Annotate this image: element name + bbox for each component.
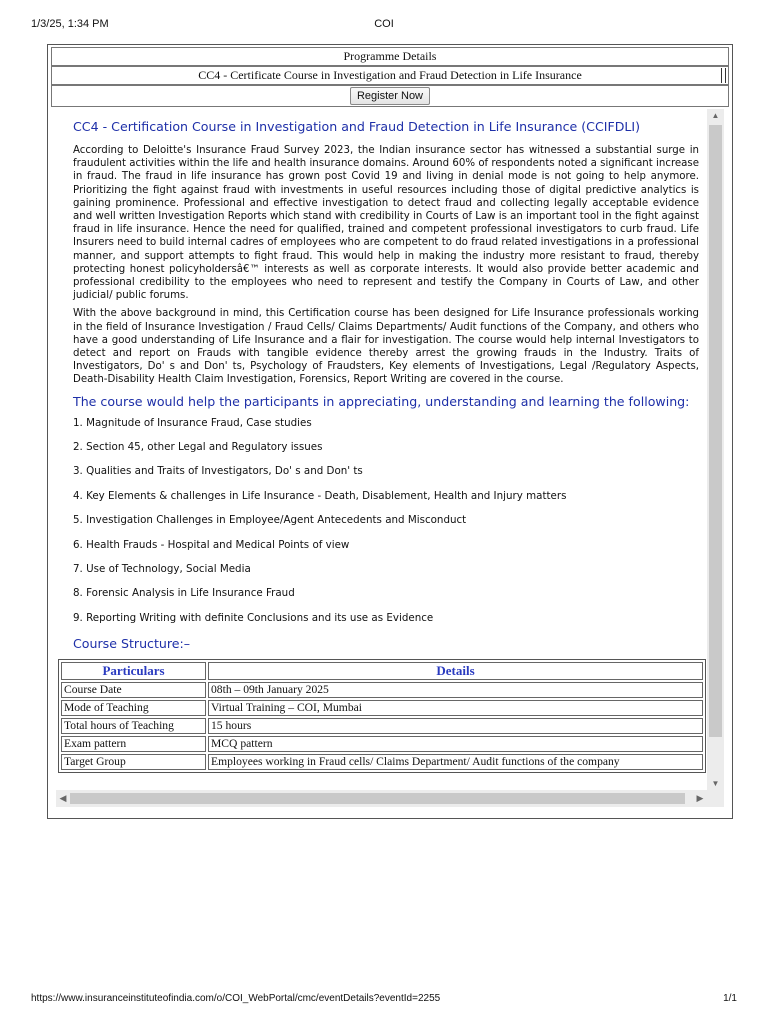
course-structure-table (58, 659, 706, 773)
table-cell: Virtual Training – COI, Mumbai (208, 700, 703, 716)
scroll-left-arrow-icon[interactable]: ◀ (59, 793, 67, 803)
table-cell: Total hours of Teaching (61, 718, 206, 734)
learning-subheading: The course would help the participants in appreciating, understanding and learning the following: (73, 393, 690, 409)
table-cell: Mode of Teaching (61, 700, 206, 716)
table-cell: 15 hours (208, 718, 703, 734)
table-row (61, 700, 703, 716)
scroll-up-arrow-icon[interactable]: ▲ (711, 111, 720, 120)
list-item: 1. Magnitude of Insurance Fraud, Case studies (73, 416, 312, 429)
print-header (31, 18, 737, 32)
register-now-button[interactable]: Register Now (350, 87, 430, 105)
table-row (61, 754, 703, 770)
table-row (61, 736, 703, 752)
background-paragraph: With the above background in mind, this Certification course has been designed for Life Insurance professionals working in the field of Insurance Investigation / Fraud Cells/ Claims Departments/ Audit functions of the Company, and others who have a good understanding of Life Insurance and a flair for investigation. The course would help internal Investigators to detect and report on Frauds with tangible evidence thereby arrest the growing frauds in the Industry. Traits of Investigators, Do' s and Don' ts, Psychology of Fraudsters, Key elements of Investigations, Legal /Regulatory Aspects, Death-Disability Health Claim Investigation, Forensics, Report Writing are covered in the course. (73, 308, 699, 386)
programme-label: Programme Details (51, 47, 729, 66)
list-item: 8. Forensic Analysis in Life Insurance Fraud (73, 587, 295, 600)
course-structure-heading: Course Structure:– (73, 636, 191, 652)
list-item: 5. Investigation Challenges in Employee/Agent Antecedents and Misconduct (73, 514, 467, 527)
list-item: 7. Use of Technology, Social Media (73, 563, 251, 575)
list-item: 3. Qualities and Traits of Investigators, Do' s and Don' ts (73, 465, 363, 478)
programme-frame (47, 44, 733, 819)
table-cell: Course Date (61, 682, 206, 698)
register-row (51, 85, 729, 107)
learning-list (73, 417, 699, 625)
vertical-scroll-thumb[interactable] (709, 125, 722, 737)
list-item: 9. Reporting Writing with definite Conclusions and its use as Evidence (73, 611, 434, 624)
course-name-row (51, 66, 729, 85)
scroll-right-arrow-icon[interactable]: ▶ (696, 793, 704, 803)
table-cell: MCQ pattern (208, 736, 703, 752)
horizontal-scrollbar[interactable] (56, 790, 707, 807)
scrollbar-corner (707, 790, 724, 807)
table-cell: Employees working in Fraud cells/ Claims Department/ Audit functions of the company (208, 754, 703, 770)
table-cell: Exam pattern (61, 736, 206, 752)
page-number: 1/1 (723, 993, 737, 1004)
table-cell: Target Group (61, 754, 206, 770)
scroll-down-arrow-icon[interactable]: ▼ (711, 779, 720, 788)
list-item: 6. Health Frauds - Hospital and Medical Points of view (73, 538, 350, 551)
course-name: CC4 - Certificate Course in Investigation and Fraud Detection in Life Insurance (198, 68, 582, 82)
print-page-title: COI (374, 18, 394, 30)
row-edge-marker (721, 68, 726, 83)
list-item: 2. Section 45, other Legal and Regulatory issues (73, 441, 323, 454)
intro-paragraph: According to Deloitte's Insurance Fraud Survey 2023, the Indian insurance sector has witnessed a substantial surge in fraudulent activities within the life and health insurance domains. Around 60% of respondents noted a significant increase in fraud. The fraud in life insurance has grown post Covid 19 and living in denial mode is not going to help anymore. Prioritizing the fight against fraud with investments in useful resources including those of digital predictive analytics is gaining prominence. Professional and effective investigation to detect fraud and collecting legally acceptable evidence and well written Investigation Reports which stand with credibility in Courts of Law is an important tool in the fight against fraud in life insurance. Hence the need for qualified, trained and competent professional investigators to curb fraud. Life Insurers need to build internal cadres of employees who are competent to do fraud related investigations in a professional manner, and support attempts to fight fraud. This would help in making the industry more resistant to fraud, thereby protecting honest policyholdersâ€™ interests as well as corporate interests. It would also provide better academic and professional credibility to the employees who need to represent and testify the Company in Courts of Law, and other judicial/ public forums. (73, 145, 699, 302)
table-header-row (61, 662, 703, 680)
print-datetime: 1/3/25, 1:34 PM (31, 18, 109, 30)
column-header-details: Details (208, 662, 703, 680)
vertical-scrollbar[interactable] (707, 109, 724, 791)
table-row (61, 718, 703, 734)
horizontal-scroll-thumb[interactable] (70, 793, 685, 804)
table-row (61, 682, 703, 698)
list-item: 4. Key Elements & challenges in Life Insurance - Death, Disablement, Health and Injury matters (73, 489, 567, 502)
course-heading: CC4 - Certification Course in Investigation and Fraud Detection in Life Insurance (CCIFDLI) (73, 119, 641, 134)
page-url: https://www.insuranceinstituteofindia.com/o/COI_WebPortal/cmc/eventDetails?eventId=2255 (31, 993, 441, 1004)
table-cell: 08th – 09th January 2025 (208, 682, 703, 698)
column-header-particulars: Particulars (61, 662, 206, 680)
course-details-scroll-area[interactable] (56, 109, 707, 790)
